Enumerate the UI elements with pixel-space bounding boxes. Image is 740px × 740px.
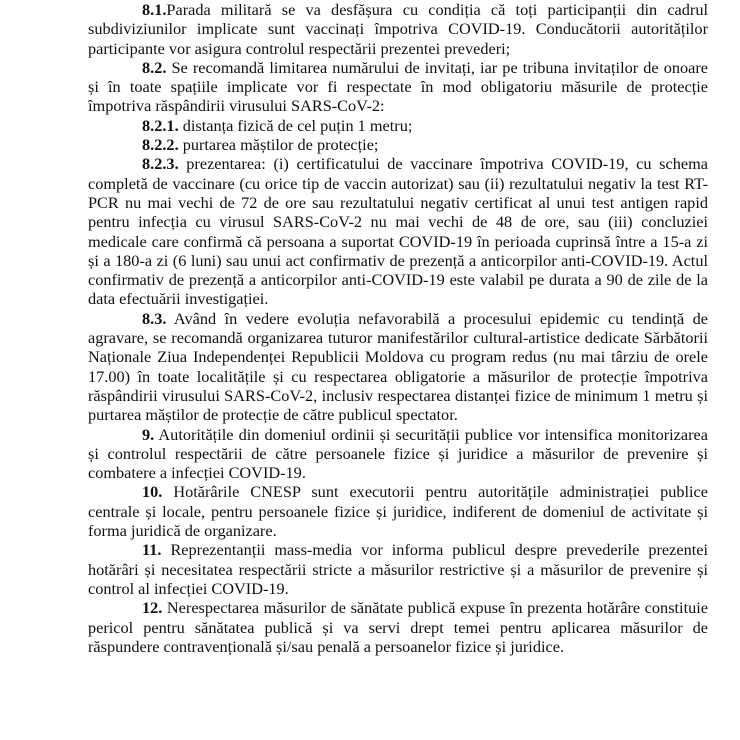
paragraph-number: 11. [142, 540, 162, 560]
paragraph-number: 8.2.2. [142, 135, 179, 155]
paragraph-text: Hotărârile CNESP sunt executorii pentru autoritățile administrației publice centrale și locale, pentru persoanele fizice și juridice, indiferent de domeniul de activitate și forma juridică de organizare. [88, 482, 708, 541]
paragraph-text: Având în vedere evoluția nefavorabilă a procesului epidemic cu tendință de agravare, se recomandă organizarea tuturor manifestărilor cultural-artistice dedicate Sărbătorii Naționale Ziua Independenței Republicii Moldova cu program redus (nu mai târziu de orele 17.00) în toate localitățile și cu respectarea obligatorie a măsurilor de protecție împotriva răspândirii virusului SARS-CoV-2, inclusiv respectarea distanței fizice de minimum 1 metru și purtarea măștilor de protecție de către publicul spectator. [88, 308, 708, 425]
paragraph-text: purtarea măștilor de protecție; [178, 135, 379, 155]
paragraph-8-2-3 [88, 154, 708, 308]
paragraph-text: prezentarea: (i) certificatului de vaccinare împotriva COVID-19, cu schema completă de vaccinare (cu orice tip de vaccin autorizat) sau (ii) rezultatului negativ la test RT-PCR nu mai vechi de 72 de ore sau rezultatului negativ certificat al unui test antigen rapid pentru infecția cu virusul SARS-CoV-2 nu mai vechi de 48 de ore, sau (iii) concluziei medicale care confirmă că persoana a suportat COVID-19 în perioada cuprinsă între a 15-a zi și a 180-a zi (6 luni) sau unui act confirmativ de prezență a anticorpilor anti-COVID-19. Actul confirmativ de prezență a anticorpilor anti-COVID-19 este valabil pe durata a 90 de zile de la data efectuării investigației. [88, 154, 708, 309]
document-page [88, 0, 708, 656]
paragraph-number: 8.2. [142, 57, 167, 77]
paragraph-text: Reprezentanții mass-media vor informa publicul despre prevederile prezentei hotărâri și necesitatea respectării stricte a măsurilor restrictive și a măsurilor de prevenire și control al infecției COVID-19. [88, 540, 708, 598]
paragraph-8-2-1 [88, 116, 708, 135]
paragraph-number: 9. [142, 424, 155, 444]
paragraph-text: Se recomandă limitarea numărului de invitați, iar pe tribuna invitaților de onoare și în toate spațiile implicate vor fi respectate în mod obligatoriu măsurile de protecție împotriva răspândirii virusului SARS-CoV-2: [88, 57, 708, 116]
paragraph-text: Parada militară se va desfășura cu condiția că toți participanții din cadrul subdiviziunilor implicate sunt vaccinați împotriva COVID-19. Conducătorii autorităților participante vor asigura controlul respectării prezentei prevederi; [88, 0, 708, 58]
paragraph-8-2 [88, 58, 708, 116]
paragraph-text: Nerespectarea măsurilor de sănătate publică expuse în prezenta hotărâre constituie pericol pentru sănătatea publică și va servi drept temei pentru aplicarea măsurilor de răspundere contravențională și/sau penală a persoanelor fizice și juridice. [88, 598, 708, 656]
paragraph-12 [88, 598, 708, 656]
paragraph-number: 8.1. [142, 0, 167, 19]
paragraph-number: 10. [142, 482, 163, 502]
paragraph-8-2-2 [88, 135, 708, 154]
paragraph-10 [88, 482, 708, 540]
paragraph-number: 8.2.1. [142, 115, 179, 135]
paragraph-8-3 [88, 309, 708, 425]
paragraph-number: 8.3. [142, 308, 167, 328]
paragraph-number: 8.2.3. [142, 154, 179, 174]
paragraph-11 [88, 540, 708, 598]
paragraph-text: Autoritățile din domeniul ordinii și securității publice vor intensifica monitorizarea și controlul respectării de către persoanele fizice și juridice a măsurilor de prevenire și combatere a infecției COVID-19. [88, 424, 708, 483]
paragraph-text: distanța fizică de cel puțin 1 metru; [178, 115, 413, 135]
paragraph-8-1 [88, 0, 708, 58]
paragraph-9 [88, 425, 708, 483]
paragraph-number: 12. [142, 598, 163, 618]
